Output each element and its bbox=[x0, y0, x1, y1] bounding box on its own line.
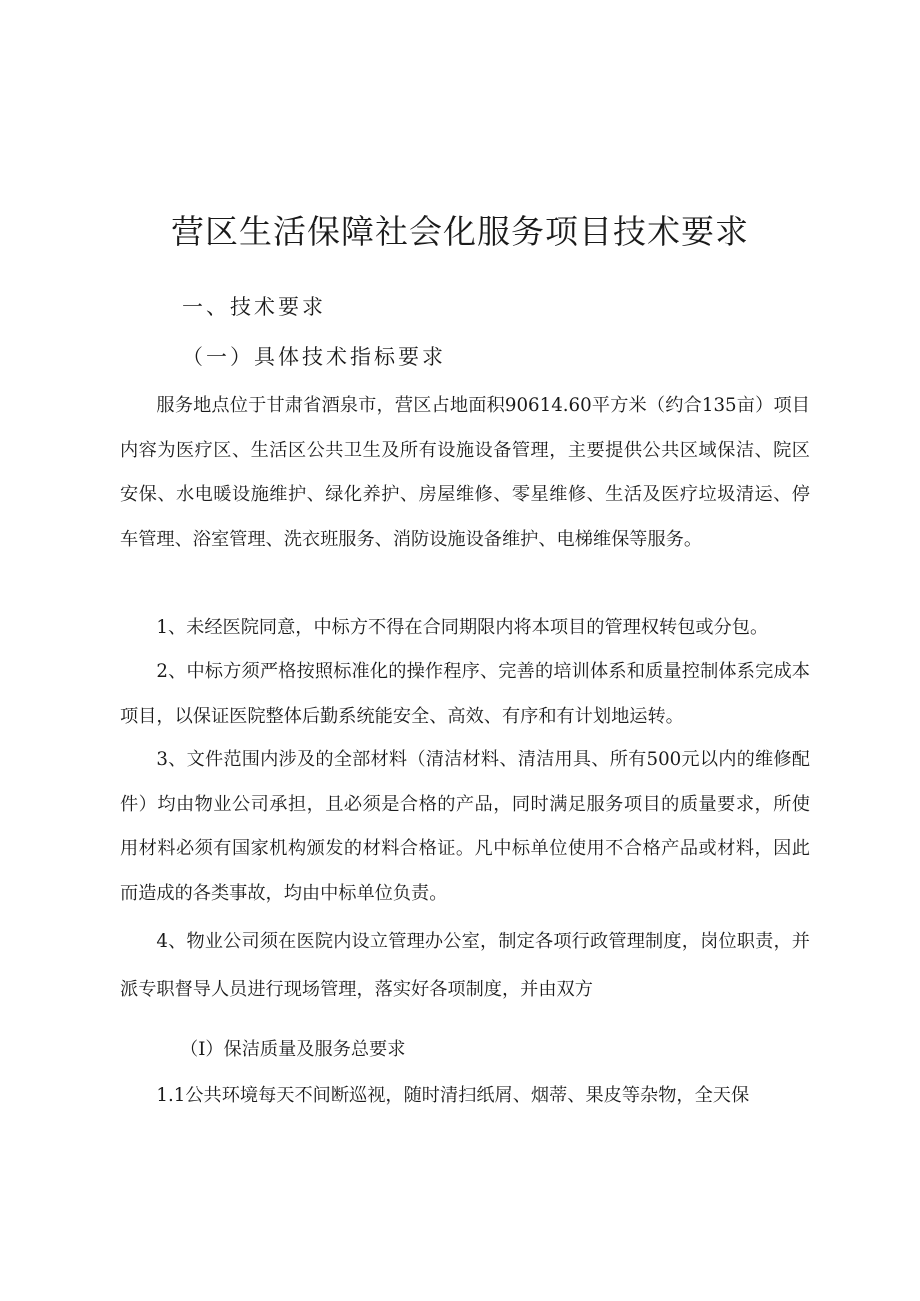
subsection-heading: （一）具体技术指标要求 bbox=[182, 345, 446, 369]
paragraph-item-2: 2、中标方须严格按照标准化的操作程序、完善的培训体系和质量控制体系完成本项目，以保证医院整体后勤系统能安全、高效、有序和有计划地运转。 bbox=[120, 661, 810, 727]
paragraph-item-1-1: 1.1公共环境每天不间断巡视，随时清扫纸屑、烟蒂、果皮等杂物，全天保 bbox=[156, 1085, 750, 1106]
paragraph-item-4: 4、物业公司须在医院内设立管理办公室，制定各项行政管理制度，岗位职责，并派专职督导人员进行现场管理，落实好各项制度，并由双方 bbox=[120, 931, 810, 1000]
cleaning-section-heading: （I）保洁质量及服务总要求 bbox=[180, 1039, 406, 1060]
paragraph-service-location: 服务地点位于甘肃省酒泉市，营区占地面积90614.60平方米（约合135亩）项目内容为医疗区、生活区公共卫生及所有设施设备管理，主要提供公共区域保洁、院区安保、水电暖设施维护、绿化养护、房屋维修、零星维修、生活及医疗垃圾清运、停车管理、浴室管理、洗衣班服务、消防设施设备维护、电梯维保等服务。 bbox=[120, 395, 810, 550]
paragraph-item-1: 1、未经医院同意，中标方不得在合同期限内将本项目的管理权转包或分包。 bbox=[156, 617, 769, 638]
document-title: 营区生活保障社会化服务项目技术要求 bbox=[171, 212, 749, 251]
section-heading: 一、技术要求 bbox=[182, 295, 326, 319]
paragraph-item-3: 3、文件范围内涉及的全部材料（清洁材料、清洁用具、所有500元以内的维修配件）均由物业公司承担，且必须是合格的产品，同时满足服务项目的质量要求，所使用材料必须有国家机构颁发的材料合格证。凡中标单位使用不合格产品或材料，因此而造成的各类事故，均由中标单位负责。 bbox=[120, 749, 810, 904]
